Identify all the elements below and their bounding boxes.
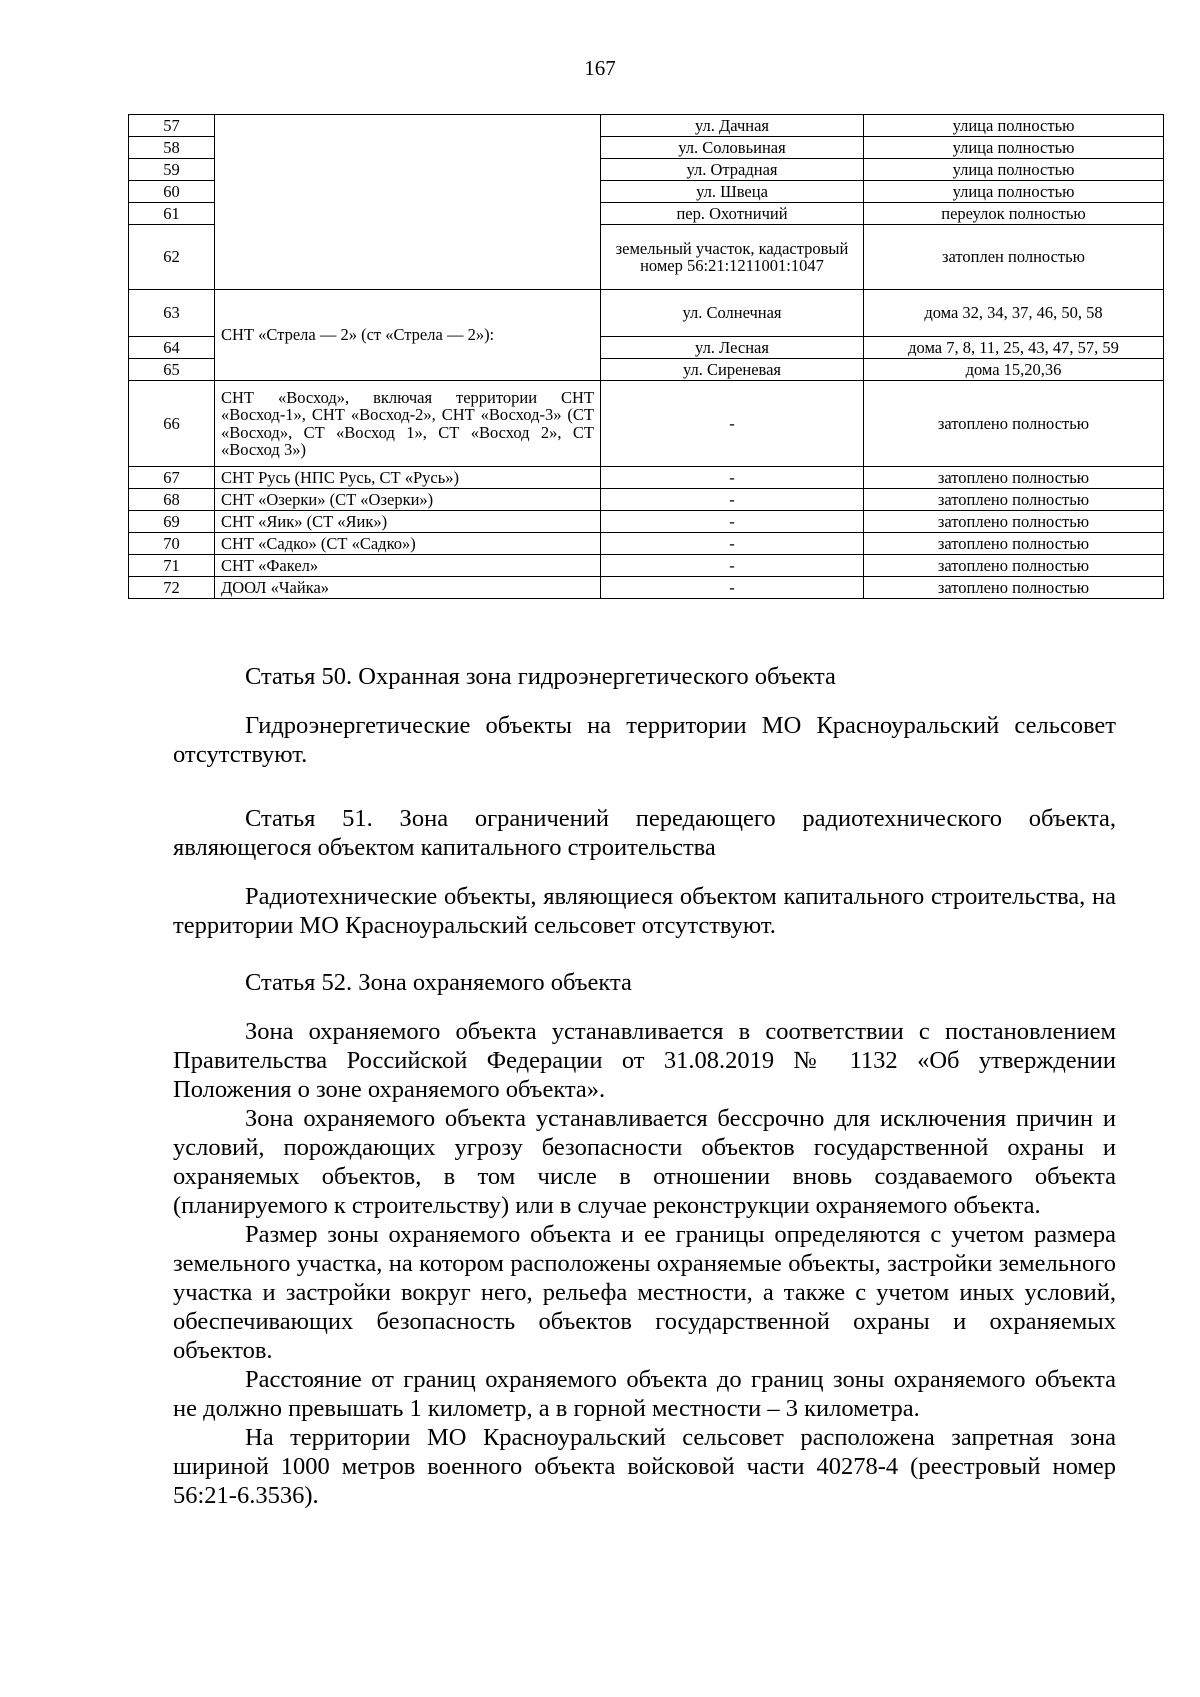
settlement-name: СНТ «Стрела — 2» (ст «Стрела — 2»): [215,290,601,381]
article-50 [173,662,1116,769]
article-50-title: Статья 50. Охранная зона гидроэнергетического объекта [245,663,836,690]
object-cell: ул. Дачная [601,115,864,137]
note-cell: затоплено полностью [864,511,1164,533]
table-row [129,533,1164,555]
row-number: 68 [129,489,215,511]
table-row [129,555,1164,577]
note-cell: дома 15,20,36 [864,359,1164,381]
row-number: 66 [129,381,215,467]
object-cell: - [601,555,864,577]
note-cell: улица полностью [864,159,1164,181]
note-cell: затоплен полностью [864,225,1164,290]
object-cell: ул. Лесная [601,337,864,359]
row-number: 64 [129,337,215,359]
object-cell: пер. Охотничий [601,203,864,225]
row-number: 72 [129,577,215,599]
settlement-name: ДООЛ «Чайка» [215,577,601,599]
row-number: 69 [129,511,215,533]
row-number: 62 [129,225,215,290]
row-number: 65 [129,359,215,381]
row-number: 59 [129,159,215,181]
object-cell: - [601,381,864,467]
zones-table [128,114,1164,599]
note-cell: затоплено полностью [864,577,1164,599]
object-cell: - [601,467,864,489]
row-number: 58 [129,137,215,159]
article-51 [173,804,1116,940]
settlement-name: СНТ «Яик» (СТ «Яик») [215,511,601,533]
note-cell: затоплено полностью [864,489,1164,511]
object-cell: ул. Сиреневая [601,359,864,381]
row-number: 71 [129,555,215,577]
object-cell: ул. Отрадная [601,159,864,181]
table-row [129,489,1164,511]
article-52-title: Статья 52. Зона охраняемого объекта [245,969,632,996]
row-number: 67 [129,467,215,489]
note-cell: дома 32, 34, 37, 46, 50, 58 [864,290,1164,337]
row-number: 61 [129,203,215,225]
object-cell: ул. Швеца [601,181,864,203]
article-52 [173,968,1116,1510]
page-number: 167 [584,56,616,80]
object-cell: - [601,577,864,599]
settlement-name: СНТ «Озерки» (СТ «Озерки») [215,489,601,511]
article-52-paragraph: На территории МО Красноуральский сельсовет расположена запретная зона шириной 1000 метров военного объекта войсковой части 40278-4 (реестровый номер 56:21-6.3536). [173,1424,1116,1509]
row-number: 63 [129,290,215,337]
table-row [129,381,1164,467]
note-cell: затоплено полностью [864,381,1164,467]
table-row [129,290,1164,337]
table-row [129,115,1164,137]
note-cell: улица полностью [864,181,1164,203]
table-row [129,467,1164,489]
table-row [129,511,1164,533]
settlement-name: СНТ «Восход», включая территории СНТ «Восход-1», СНТ «Восход-2», СНТ «Восход-3» (СТ «Восход», СТ «Восход 1», СТ «Восход 2», СТ «Восход 3») [215,381,601,467]
object-cell: - [601,533,864,555]
table-row [129,577,1164,599]
object-cell: - [601,511,864,533]
object-cell: - [601,489,864,511]
settlement-name-blank [215,115,601,290]
object-cell: земельный участок, кадастровый номер 56:21:1211001:1047 [601,225,864,290]
article-52-paragraph: Размер зоны охраняемого объекта и ее границы определяются с учетом размера земельного участка, на котором расположены охраняемые объекты, застройки земельного участка и застройки вокруг него, рельефа местности, а также с учетом иных условий, обеспечивающих безопасность объектов государственной охраны и охраняемых объектов. [173,1221,1116,1364]
article-52-paragraph: Зона охраняемого объекта устанавливается бессрочно для исключения причин и условий, порождающих угрозу безопасности объектов государственной охраны и охраняемых объектов, в том числе в отношении вновь создаваемого объекта (планируемого к строительству) или в случае реконструкции охраняемого объекта. [173,1105,1116,1219]
row-number: 57 [129,115,215,137]
note-cell: затоплено полностью [864,533,1164,555]
row-number: 70 [129,533,215,555]
settlement-name: СНТ «Садко» (СТ «Садко») [215,533,601,555]
settlement-name: СНТ «Факел» [215,555,601,577]
note-cell: затоплено полностью [864,555,1164,577]
object-cell: ул. Соловьиная [601,137,864,159]
object-cell: ул. Солнечная [601,290,864,337]
settlement-name: СНТ Русь (НПС Русь, СТ «Русь») [215,467,601,489]
article-52-paragraph: Расстояние от границ охраняемого объекта до границ зоны охраняемого объекта не должно превышать 1 километр, а в горной местности – 3 километра. [173,1366,1116,1422]
article-52-paragraph: Зона охраняемого объекта устанавливается в соответствии с постановлением Правительства Российской Федерации от 31.08.2019 № 1132 «Об утверждении Положения о зоне охраняемого объекта». [173,1018,1116,1103]
article-51-text: Радиотехнические объекты, являющиеся объектом капитального строительства, на территории МО Красноуральский сельсовет отсутствуют. [173,883,1116,939]
note-cell: дома 7, 8, 11, 25, 43, 47, 57, 59 [864,337,1164,359]
row-number: 60 [129,181,215,203]
note-cell: улица полностью [864,137,1164,159]
note-cell: улица полностью [864,115,1164,137]
article-50-text: Гидроэнергетические объекты на территории МО Красноуральский сельсовет отсутствуют. [173,712,1116,768]
note-cell: затоплено полностью [864,467,1164,489]
note-cell: переулок полностью [864,203,1164,225]
article-51-title: Статья 51. Зона ограничений передающего радиотехнического объекта, являющегося объектом капитального строительства [173,805,1116,861]
